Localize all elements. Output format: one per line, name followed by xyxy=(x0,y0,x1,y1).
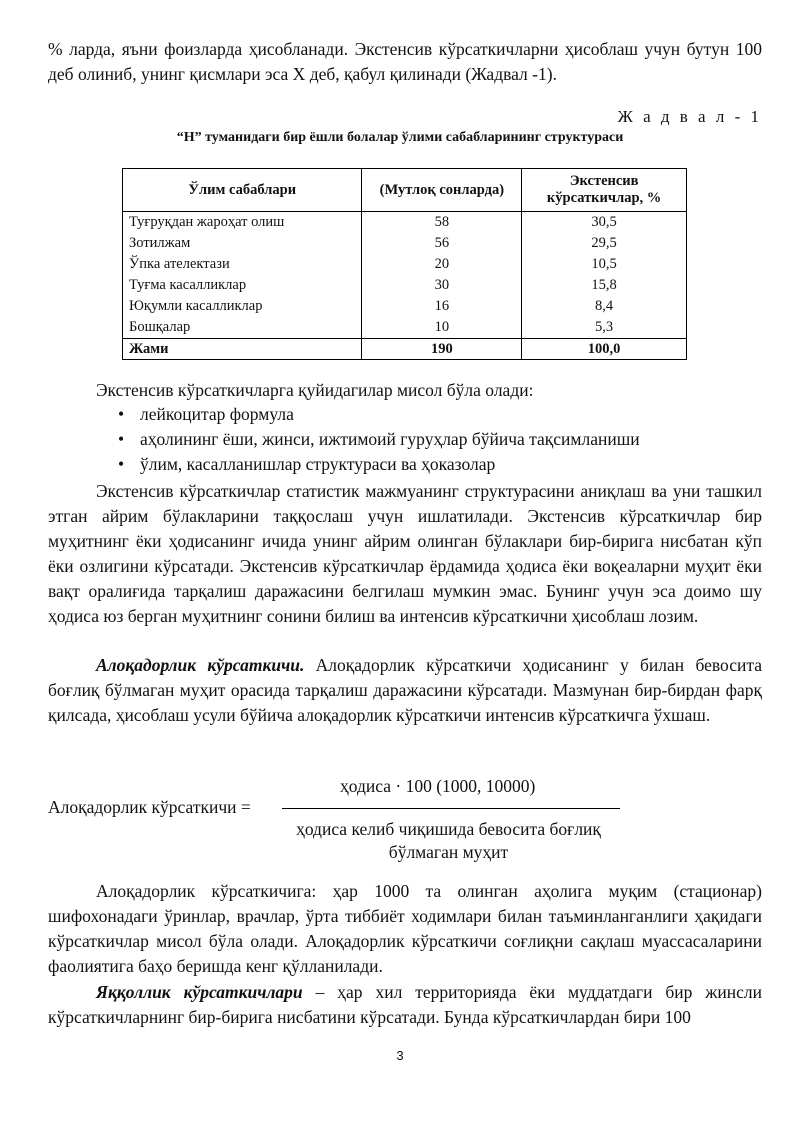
table-header-cell: Экстенсив кўрсаткичлар, % xyxy=(522,169,687,212)
list-item xyxy=(118,402,640,427)
table-cell: 5,3 xyxy=(522,317,687,339)
list-item-text: лейкоцитар формула xyxy=(140,404,294,424)
formula-numerator: ҳодиса · 100 (1000, 10000) xyxy=(340,776,536,796)
table-cell: 20 xyxy=(362,254,522,275)
table-header-row xyxy=(123,169,687,212)
examples-intro: Экстенсив кўрсаткичларга қуйидагилар мисол бўла олади: xyxy=(96,380,534,400)
table-cell: Юқумли касалликлар xyxy=(123,296,362,317)
table-cell: Бошқалар xyxy=(123,317,362,339)
table-cell: 10,5 xyxy=(522,254,687,275)
table-header-cell: Ўлим сабаблари xyxy=(123,169,362,212)
table-row xyxy=(123,254,687,275)
table-cell: Туғма касалликлар xyxy=(123,275,362,296)
extensive-paragraph: Экстенсив кўрсаткичлар статистик мажмуанинг структурасини аниқлаш ва уни ташкил этган айрим бўлакларини таққослаш учун ишлатилади. Экстенсив кўрсаткичлар бир муҳитнинг ёки ҳодисанинг ичида унинг айрим олинган бўлаклари бир-бирига нисбатан кўп ёки озлигини кўрсатади. Экстенсив кўрсаткичлар ёрдамида ҳодиса ёки воқеаларни муҳит ёки вақт оралиғида тарқалиш даражасини белгилаш мумкин эмас. Бунинг учун эса доимо шу ҳодиса юз берган муҳитнинг сонини билиш ва интенсив кўрсаткични ҳисоблаш лозим. xyxy=(48,481,762,626)
table-cell: 56 xyxy=(362,233,522,254)
list-item xyxy=(118,452,640,477)
bullet-icon: • xyxy=(118,454,125,474)
table-cell: Зотилжам xyxy=(123,233,362,254)
table-total-cell: 100,0 xyxy=(522,339,687,360)
list-item xyxy=(118,427,640,452)
table-cell: 10 xyxy=(362,317,522,339)
intro-paragraph: % ларда, яъни фоизларда ҳисобланади. Экстенсив кўрсаткичларни ҳисоблаш учун бутун 100 деб олиниб, унинг қисмлари эса Х деб, қабул қилинади (Жадвал -1). xyxy=(48,39,762,84)
relation-examples-paragraph: Алоқадорлик кўрсаткичига: ҳар 1000 та олинган аҳолига муқим (стационар) шифохонадаги ўринлар, врачлар, ўрта тиббиёт ходимлари билан таъминланганлиги ҳақидаги кўрсаткичлар мисол бўла олади. Алоқадорлик кўрсаткичи соғлиқни сақлаш муассасаларини фаолиятига баҳо беришда кенг қўлланилади. xyxy=(48,881,762,976)
data-table xyxy=(122,168,687,360)
table-row xyxy=(123,296,687,317)
table-title: “Н” туманидаги бир ёшли болалар ўлими сабабларининг структураси xyxy=(176,130,624,145)
formula-denominator-line1: ҳодиса келиб чиқишида бевосита боғлиқ xyxy=(296,819,601,839)
formula-denominator-line2: бўлмаган муҳит xyxy=(388,842,509,862)
clarity-term: Яққоллик кўрсаткичлари xyxy=(96,982,303,1002)
table-cell: 16 xyxy=(362,296,522,317)
clarity-text: – ҳар хил территорияда ёки муддатдаги бир жинсли кўрсаткичларнинг бир-бирига нисбатини кўрсатади. Бунда кўрсаткичлардан бири 100 xyxy=(48,982,762,1027)
table-total-cell: Жами xyxy=(123,339,362,360)
formula-lhs: Алоқадорлик кўрсаткичи = xyxy=(48,797,251,817)
page-number: 3 xyxy=(396,1048,404,1063)
table-cell: 8,4 xyxy=(522,296,687,317)
bullet-icon: • xyxy=(118,404,125,424)
bullet-list xyxy=(118,402,640,477)
table-header-cell: (Мутлоқ сонларда) xyxy=(362,169,522,212)
clarity-paragraph xyxy=(48,980,762,1030)
table-row xyxy=(123,233,687,254)
table-cell: Туғруқдан жароҳат олиш xyxy=(123,212,362,234)
fraction-line xyxy=(282,808,620,809)
bullet-icon: • xyxy=(118,429,125,449)
list-item-text: аҳолининг ёши, жинси, ижтимоий гуруҳлар бўйича тақсимланиши xyxy=(140,429,640,449)
table-total-row xyxy=(123,339,687,360)
table-row xyxy=(123,317,687,339)
table-cell: 29,5 xyxy=(522,233,687,254)
table-total-cell: 190 xyxy=(362,339,522,360)
relation-term: Алоқадорлик кўрсаткичи. xyxy=(96,655,305,675)
table-label: Ж а д в а л - 1 xyxy=(617,107,762,126)
relation-text: Алоқадорлик кўрсаткичи ҳодисанинг у билан бевосита боғлиқ бўлмаган муҳит орасида тарқалиш даражасини кўрсатади. Мазмунан бир-бирдан фарқ қилсада, ҳисоблаш усули бўйича алоқадорлик кўрсаткичи интенсив кўрсаткичга ўхшаш. xyxy=(48,655,762,725)
table-cell: 30 xyxy=(362,275,522,296)
table-cell: 58 xyxy=(362,212,522,234)
table-cell: Ўпка ателектази xyxy=(123,254,362,275)
relation-paragraph xyxy=(48,653,762,728)
table-row xyxy=(123,212,687,234)
list-item-text: ўлим, касалланишлар структураси ва ҳоказолар xyxy=(140,454,496,474)
table-cell: 30,5 xyxy=(522,212,687,234)
table-cell: 15,8 xyxy=(522,275,687,296)
table-row xyxy=(123,275,687,296)
